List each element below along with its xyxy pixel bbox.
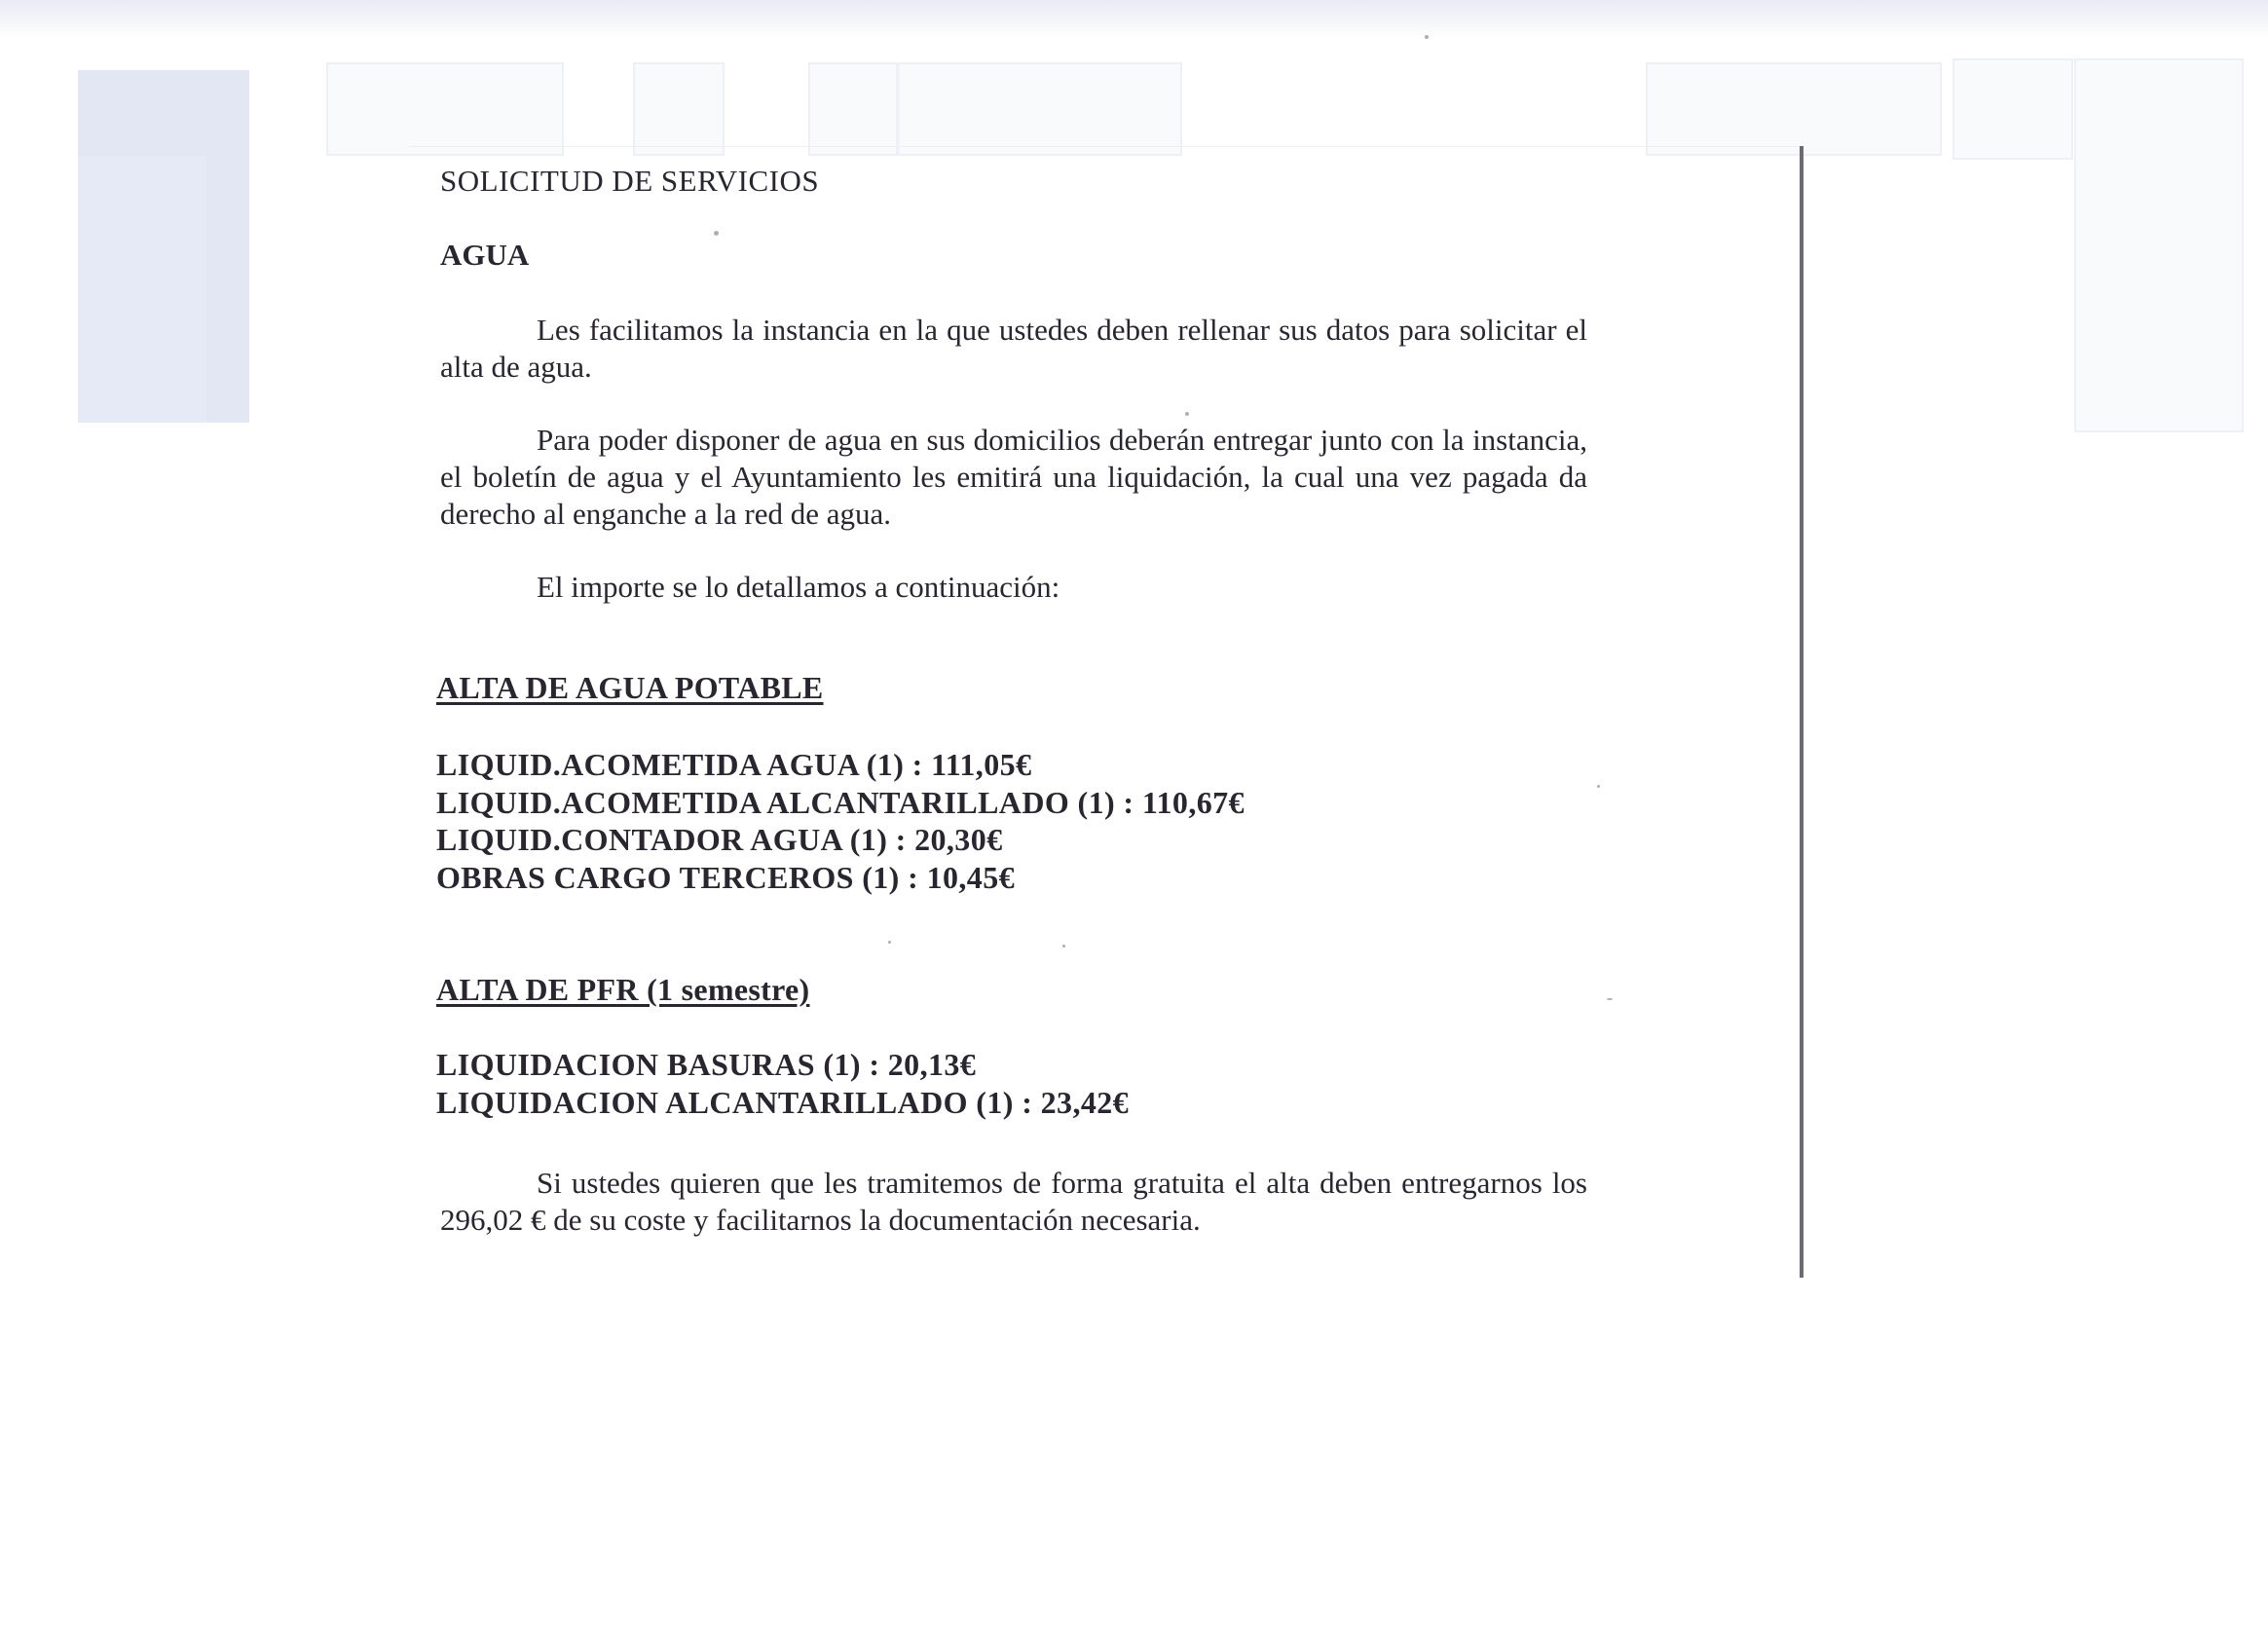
scan-speck	[714, 231, 719, 236]
alta-agua-heading: ALTA DE AGUA POTABLE	[436, 670, 824, 705]
bleed-through-form-box	[1646, 62, 1942, 156]
bleed-through-form-box	[1952, 58, 2073, 160]
closing-paragraph: Si ustedes quieren que les tramitemos de forma gratuita el alta deben entregarnos los 296,02 € de su coste y facilitarnos la documentación necesaria.	[440, 1166, 1587, 1237]
bleed-through-form-box	[633, 62, 725, 156]
bleed-through-form-box	[326, 62, 564, 156]
alta-pfr-list	[436, 1046, 1129, 1121]
scan-speck	[1607, 998, 1613, 1000]
instructions-paragraph: Para poder disponer de agua en sus domicilios deberán entregar junto con la instancia, el boletín de agua y el Ayuntamiento les emitirá una liquidación, la cual una vez pagada da derecho al enganche a la red de agua.	[440, 423, 1587, 531]
bleed-through-form-box	[896, 62, 1182, 156]
fee-item: LIQUID.CONTADOR AGUA (1) : 20,30€	[436, 822, 1003, 857]
alta-agua-list	[436, 746, 1245, 896]
scan-speck	[1062, 945, 1065, 948]
amount-intro-paragraph: El importe se lo detallamos a continuación:	[537, 570, 1060, 604]
scan-shadow	[0, 0, 2268, 39]
scan-speck	[1597, 785, 1600, 788]
scan-speck	[1185, 412, 1189, 416]
page-edge-top	[409, 146, 1802, 147]
bleed-through-stamp-inner	[78, 156, 206, 423]
section-title: AGUA	[440, 238, 530, 272]
document-title: SOLICITUD DE SERVICIOS	[440, 164, 820, 198]
fee-item: LIQUID.ACOMETIDA AGUA (1) : 111,05€	[436, 747, 1032, 782]
fee-item: LIQUID.ACOMETIDA ALCANTARILLADO (1) : 110,67€	[436, 784, 1245, 820]
bleed-through-form-box	[808, 62, 900, 156]
fee-item: LIQUIDACION ALCANTARILLADO (1) : 23,42€	[436, 1084, 1130, 1120]
page-edge-right	[1800, 146, 1803, 1278]
intro-paragraph: Les facilitamos la instancia en la que ustedes deben rellenar sus datos para solicitar el alta de agua.	[440, 313, 1587, 384]
scan-speck	[1425, 35, 1429, 39]
fee-item: OBRAS CARGO TERCEROS (1) : 10,45€	[436, 859, 1015, 895]
bleed-through-form-box	[2074, 58, 2244, 432]
fee-item: LIQUIDACION BASURAS (1) : 20,13€	[436, 1047, 977, 1082]
alta-pfr-heading: ALTA DE PFR (1 semestre)	[436, 972, 810, 1007]
scan-speck	[888, 941, 891, 944]
